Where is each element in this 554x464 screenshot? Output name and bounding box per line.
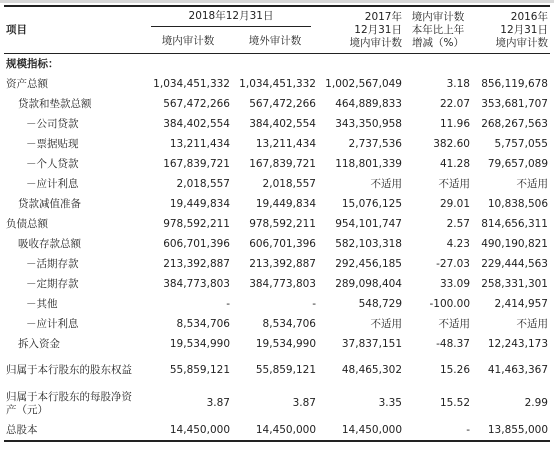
row-label: －应计利息	[26, 317, 79, 330]
cell-overseas-2018	[232, 54, 318, 75]
cell-2016: 490,190,821	[481, 237, 548, 250]
cell-2016: 229,444,563	[481, 257, 548, 270]
cell-change: 2.57	[446, 217, 470, 230]
row-label: 吸收存款总额	[18, 237, 81, 250]
row-label: 贷款减值准备	[18, 197, 81, 210]
row-label: 贷款和垫款总额	[18, 97, 92, 110]
cell-change: 4.23	[446, 237, 470, 250]
cell-2016: 258,331,301	[481, 277, 548, 290]
table-row	[4, 254, 550, 274]
col-2017-header: 2017年 12月31日 境内审计数	[318, 6, 404, 54]
row-label: 规模指标：	[6, 57, 59, 70]
cell-2016: 814,656,311	[481, 217, 548, 230]
cell-overseas-2018: 384,773,803	[249, 277, 316, 290]
cell-2016	[472, 54, 550, 75]
table-row	[4, 294, 550, 314]
domestic-audit-header: 境内审计数	[144, 29, 232, 54]
top-divider	[0, 0, 554, 3]
table-row	[4, 234, 550, 254]
cell-overseas-2018: 19,449,834	[255, 197, 316, 210]
table-row	[4, 420, 550, 441]
row-label: －其他	[26, 297, 58, 310]
cell-overseas-2018: 19,534,990	[255, 337, 316, 350]
table-row	[4, 194, 550, 214]
row-label: 总股本	[4, 420, 144, 441]
cell-2016: 2,414,957	[494, 297, 548, 310]
cell-2017: 343,350,958	[335, 117, 402, 130]
cell-2016: 353,681,707	[481, 97, 548, 110]
cell-2017: 954,101,747	[335, 217, 402, 230]
item-column-header: 项目	[4, 6, 144, 54]
table-row	[4, 74, 550, 94]
table-row	[4, 114, 550, 134]
cell-change: 15.52	[439, 397, 470, 409]
cell-change: 41.28	[439, 157, 470, 170]
cell-overseas-2018: 167,839,721	[249, 157, 316, 170]
cell-domestic-2018: 1,034,451,332	[153, 77, 230, 90]
cell-2017: 2,737,536	[348, 137, 402, 150]
table-row	[4, 174, 550, 194]
cell-2016: 12,243,173	[487, 337, 548, 350]
row-label: 资产总额	[6, 77, 48, 90]
cell-2016: 2.99	[524, 397, 548, 409]
cell-2017: 37,837,151	[341, 337, 402, 350]
cell-change: -100.00	[429, 297, 470, 310]
cell-domestic-2018: 14,450,000	[144, 420, 232, 441]
cell-2017: 不适用	[370, 177, 402, 190]
table-row	[4, 154, 550, 174]
cell-2017: 不适用	[370, 317, 402, 330]
cell-change	[404, 54, 472, 75]
cell-change: 33.09	[439, 277, 470, 290]
cell-domestic-2018: 19,449,834	[169, 197, 230, 210]
cell-change: -48.37	[436, 337, 470, 350]
col-change-header: 境内审计数 本年比上年 增减（%）	[404, 6, 472, 54]
cell-2017: 3.35	[378, 397, 402, 409]
cell-2017: 582,103,318	[335, 237, 402, 250]
cell-2017: 118,801,339	[335, 157, 402, 170]
row-label: 负债总额	[6, 217, 48, 230]
row-label: －应计利息	[26, 177, 79, 190]
cell-2016: 856,119,678	[481, 77, 548, 90]
cell-overseas-2018: 3.87	[292, 397, 316, 409]
row-label: 拆入资金	[18, 337, 60, 350]
row-label: －公司贷款	[26, 117, 79, 130]
overseas-audit-header: 境外审计数	[232, 29, 318, 54]
table-row	[4, 54, 550, 75]
cell-domestic-2018: 384,402,554	[163, 117, 230, 130]
table-row	[4, 354, 550, 387]
table-row	[4, 334, 550, 354]
cell-2017	[318, 54, 404, 75]
cell-domestic-2018: -	[226, 297, 230, 310]
cell-domestic-2018: 2,018,557	[176, 177, 230, 190]
cell-overseas-2018: 384,402,554	[249, 117, 316, 130]
cell-2016: 不适用	[516, 177, 548, 190]
cell-2016: 79,657,089	[487, 157, 548, 170]
cell-change: 29.01	[439, 197, 470, 210]
cell-2017: 548,729	[358, 297, 402, 310]
row-label: 归属于本行股东的股东权益	[6, 364, 132, 376]
cell-overseas-2018: 2,018,557	[262, 177, 316, 190]
scale-indicators-table	[4, 5, 550, 442]
cell-2016: 不适用	[516, 317, 548, 330]
cell-domestic-2018: 8,534,706	[176, 317, 230, 330]
cell-change: 22.07	[439, 97, 470, 110]
cell-change: -27.03	[436, 257, 470, 270]
cell-2017: 48,465,302	[341, 364, 402, 376]
row-label: －定期存款	[26, 277, 79, 290]
cell-change: 382.60	[433, 137, 470, 150]
cell-change: 11.96	[439, 117, 470, 130]
cell-2016: 5,757,055	[494, 137, 548, 150]
cell-domestic-2018: 13,211,434	[169, 137, 230, 150]
cell-domestic-2018: 567,472,266	[163, 97, 230, 110]
cell-overseas-2018: 1,034,451,332	[239, 77, 316, 90]
cell-change: -	[404, 420, 472, 441]
cell-domestic-2018: 55,859,121	[169, 364, 230, 376]
row-label: －活期存款	[26, 257, 79, 270]
row-label: －个人贷款	[26, 157, 79, 170]
cell-change: 不适用	[438, 317, 470, 330]
cell-overseas-2018: 567,472,266	[249, 97, 316, 110]
cell-overseas-2018: -	[312, 297, 316, 310]
cell-overseas-2018: 14,450,000	[232, 420, 318, 441]
cell-change: 3.18	[446, 77, 470, 90]
cell-domestic-2018: 3.87	[206, 397, 230, 409]
cell-2016: 41,463,367	[487, 364, 548, 376]
cell-2016: 13,855,000	[472, 420, 550, 441]
table-row	[4, 134, 550, 154]
cell-change: 不适用	[438, 177, 470, 190]
cell-domestic-2018: 606,701,396	[163, 237, 230, 250]
cell-2017: 14,450,000	[318, 420, 404, 441]
cell-domestic-2018	[144, 54, 232, 75]
cell-domestic-2018: 213,392,887	[163, 257, 230, 270]
cell-domestic-2018: 978,592,211	[163, 217, 230, 230]
table-row	[4, 387, 550, 420]
cell-2017: 292,456,185	[335, 257, 402, 270]
cell-overseas-2018: 213,392,887	[249, 257, 316, 270]
year-2018-group-header: 2018年12月31日	[144, 6, 318, 29]
cell-2017: 15,076,125	[341, 197, 402, 210]
table-row	[4, 214, 550, 234]
row-label: 归属于本行股东的每股净资产（元）	[6, 390, 132, 416]
cell-domestic-2018: 167,839,721	[163, 157, 230, 170]
cell-2017: 464,889,833	[335, 97, 402, 110]
cell-2016: 10,838,506	[487, 197, 548, 210]
cell-overseas-2018: 978,592,211	[249, 217, 316, 230]
row-label: －票据贴现	[26, 137, 79, 150]
cell-change: 15.26	[439, 364, 470, 376]
cell-overseas-2018: 55,859,121	[255, 364, 316, 376]
cell-overseas-2018: 13,211,434	[255, 137, 316, 150]
cell-overseas-2018: 606,701,396	[249, 237, 316, 250]
cell-2017: 289,098,404	[335, 277, 402, 290]
col-2016-header: 2016年 12月31日 境内审计数	[472, 6, 550, 54]
table-row	[4, 94, 550, 114]
cell-2017: 1,002,567,049	[325, 77, 402, 90]
cell-overseas-2018: 8,534,706	[262, 317, 316, 330]
table-row	[4, 314, 550, 334]
cell-domestic-2018: 19,534,990	[169, 337, 230, 350]
table-row	[4, 274, 550, 294]
cell-domestic-2018: 384,773,803	[163, 277, 230, 290]
cell-2016: 268,267,563	[481, 117, 548, 130]
